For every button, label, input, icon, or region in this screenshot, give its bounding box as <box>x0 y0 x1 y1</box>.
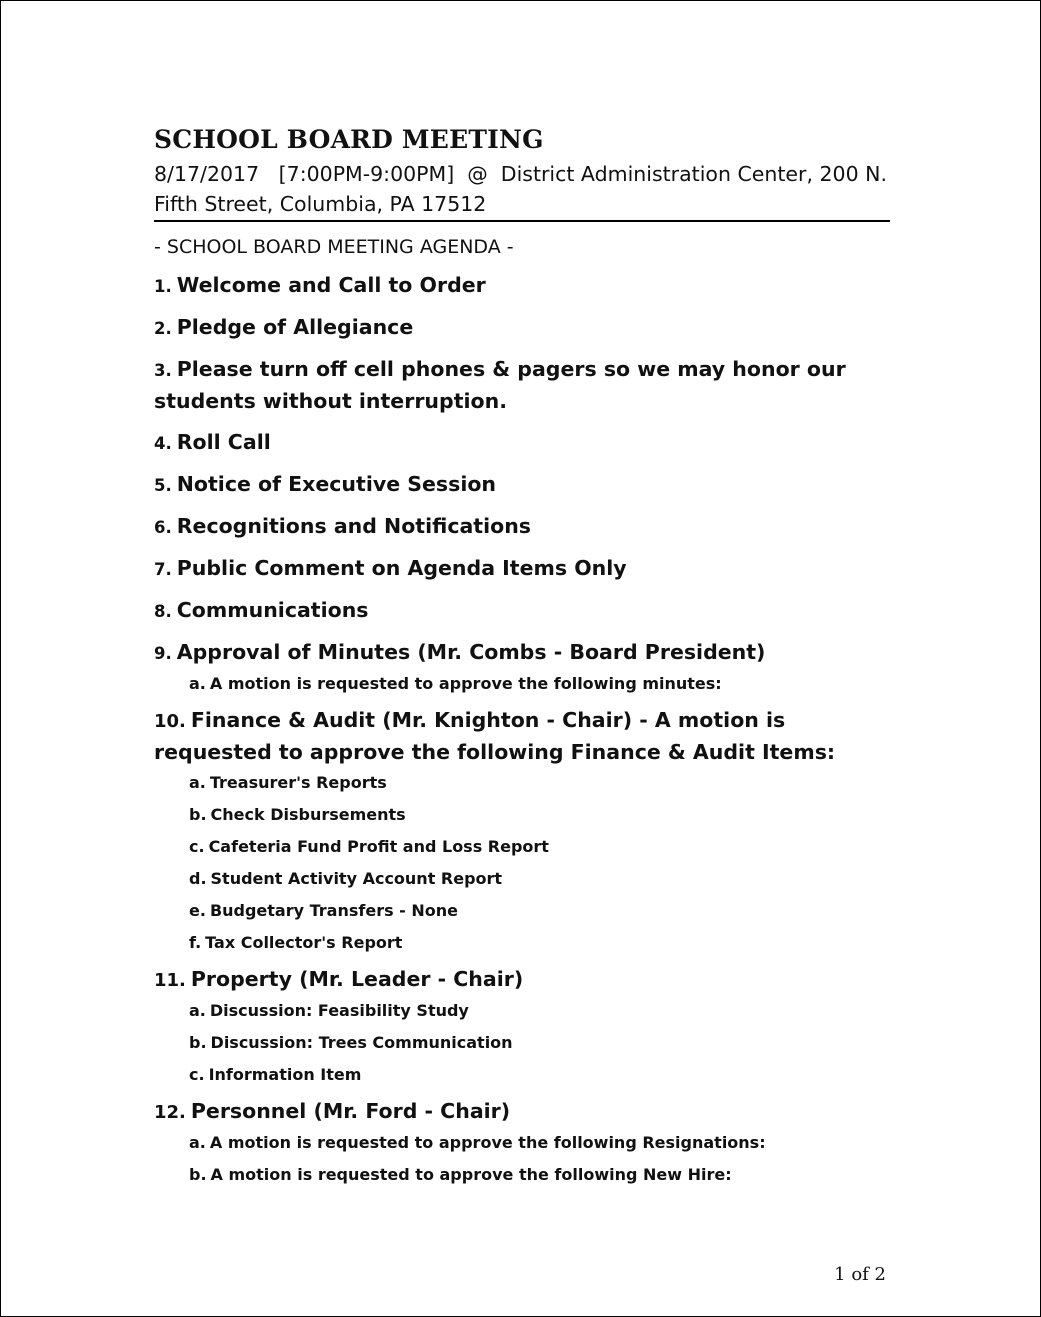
agenda-item <box>154 354 890 417</box>
agenda-item-number: 12. <box>154 1102 186 1123</box>
agenda-item <box>154 637 890 669</box>
agenda-subitem-text: A motion is requested to approve the following Resignations: <box>209 1133 766 1152</box>
agenda-item <box>154 427 890 459</box>
agenda-subitem-text: Information Item <box>208 1065 362 1084</box>
agenda-subitem-letter: b. <box>189 1165 207 1184</box>
agenda-subitem <box>189 1164 890 1186</box>
agenda-item <box>154 312 890 344</box>
agenda-subitem <box>189 1064 890 1086</box>
agenda-subitem <box>189 804 890 826</box>
agenda-subitem-letter: e. <box>189 901 206 920</box>
agenda-item-number: 7. <box>154 560 172 579</box>
agenda-subitem-text: Discussion: Trees Communication <box>210 1033 513 1052</box>
agenda-item-text: Please turn off cell phones & pagers so we may honor our students without interruption. <box>154 357 846 413</box>
agenda-item-text: Public Comment on Agenda Items Only <box>176 556 627 580</box>
agenda-subitem-letter: b. <box>189 1033 207 1052</box>
agenda-subitem-list <box>189 1000 890 1086</box>
agenda-subitem <box>189 1000 890 1022</box>
agenda-subitem <box>189 900 890 922</box>
agenda-list <box>154 270 890 1186</box>
agenda-subitem <box>189 772 890 794</box>
agenda-subitem <box>189 673 890 695</box>
agenda-item <box>154 270 890 302</box>
agenda-item-text: Communications <box>176 598 369 622</box>
agenda-item <box>154 1096 890 1128</box>
agenda-subitem-letter: d. <box>189 869 207 888</box>
agenda-subitem-list <box>189 673 890 695</box>
agenda-subitem <box>189 932 890 954</box>
agenda-item-text: Recognitions and Notifications <box>176 514 532 538</box>
agenda-item-number: 9. <box>154 644 172 663</box>
agenda-header: - SCHOOL BOARD MEETING AGENDA - <box>154 236 514 258</box>
agenda-item <box>154 511 890 543</box>
agenda-subitem <box>189 836 890 858</box>
agenda-subitem-text: Budgetary Transfers - None <box>209 901 459 920</box>
agenda-item-text: Welcome and Call to Order <box>176 273 486 297</box>
agenda-item <box>154 595 890 627</box>
agenda-subitem-text: Tax Collector's Report <box>205 933 403 952</box>
agenda-item-number: 3. <box>154 361 172 380</box>
agenda-subitem-list <box>189 1132 890 1186</box>
agenda-item-text: Notice of Executive Session <box>176 472 497 496</box>
agenda-subitem-letter: b. <box>189 805 207 824</box>
agenda-item-number: 10. <box>154 711 186 732</box>
agenda-subitem-text: Check Disbursements <box>210 805 406 824</box>
agenda-item-number: 5. <box>154 476 172 495</box>
agenda-item <box>154 964 890 996</box>
agenda-item <box>154 469 890 501</box>
agenda-item-text: Roll Call <box>176 430 271 454</box>
agenda-subitem-letter: c. <box>189 1065 205 1084</box>
document-title: SCHOOL BOARD MEETING <box>154 125 544 154</box>
agenda-item-number: 8. <box>154 602 172 621</box>
agenda-item-number: 11. <box>154 970 186 991</box>
agenda-subitem <box>189 1132 890 1154</box>
agenda-subitem-letter: a. <box>189 1001 206 1020</box>
agenda-subitem-letter: f. <box>189 933 202 952</box>
agenda-item-number: 6. <box>154 518 172 537</box>
meeting-details: 8/17/2017 [7:00PM-9:00PM] @ District Administration Center, 200 N. Fifth Street, Columbia, PA 17512 <box>154 159 890 222</box>
agenda-subitem-text: A motion is requested to approve the following minutes: <box>209 674 722 693</box>
page-number: 1 of 2 <box>834 1264 886 1285</box>
agenda-subitem-letter: a. <box>189 773 206 792</box>
agenda-item-text: Approval of Minutes (Mr. Combs - Board President) <box>176 640 766 664</box>
agenda-subitem-letter: a. <box>189 674 206 693</box>
agenda-item-number: 2. <box>154 319 172 338</box>
agenda-subitem <box>189 868 890 890</box>
agenda-subitem-text: Treasurer's Reports <box>209 773 387 792</box>
agenda-subitem <box>189 1032 890 1054</box>
agenda-item-number: 4. <box>154 434 172 453</box>
agenda-subitem-letter: c. <box>189 837 205 856</box>
agenda-subitem-list <box>189 772 890 954</box>
agenda-item-text: Personnel (Mr. Ford - Chair) <box>190 1099 511 1123</box>
agenda-item-text: Property (Mr. Leader - Chair) <box>190 967 524 991</box>
document-content <box>154 123 894 1196</box>
agenda-subitem-letter: a. <box>189 1133 206 1152</box>
agenda-subitem-text: A motion is requested to approve the following New Hire: <box>210 1165 732 1184</box>
agenda-subitem-text: Discussion: Feasibility Study <box>209 1001 469 1020</box>
agenda-item <box>154 705 890 768</box>
agenda-item-number: 1. <box>154 277 172 296</box>
agenda-subitem-text: Cafeteria Fund Profit and Loss Report <box>208 837 549 856</box>
agenda-item <box>154 553 890 585</box>
agenda-subitem-text: Student Activity Account Report <box>210 869 503 888</box>
agenda-item-text: Finance & Audit (Mr. Knighton - Chair) - A motion is requested to approve the following Finance & Audit Items: <box>154 708 836 764</box>
agenda-item-text: Pledge of Allegiance <box>176 315 414 339</box>
